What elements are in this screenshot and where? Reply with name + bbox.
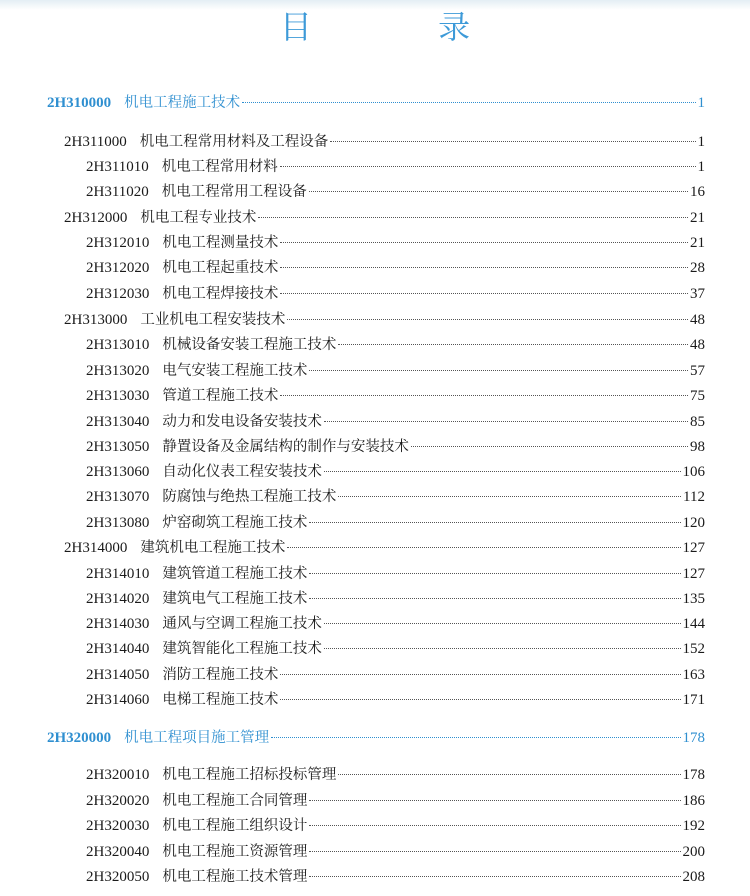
- dot-leader: [411, 444, 688, 447]
- toc-code: 2H320040: [86, 844, 150, 860]
- toc-code: 2H311000: [64, 134, 127, 150]
- toc-title: 机电工程施工资源管理: [162, 844, 308, 860]
- toc-section[interactable]: [86, 437, 705, 457]
- toc-code: 2H313080: [86, 515, 150, 531]
- dot-leader: [338, 772, 680, 775]
- dot-leader: [280, 291, 688, 294]
- toc-title: 建筑管道工程施工技术: [162, 566, 308, 582]
- dot-leader: [324, 419, 688, 422]
- toc-code: 2H320000: [47, 730, 112, 746]
- toc-page-number: 16: [690, 184, 705, 200]
- toc-title: 机电工程测量技术: [162, 235, 279, 251]
- toc-section[interactable]: [86, 614, 705, 634]
- toc-section[interactable]: [86, 233, 705, 253]
- toc-title: 建筑机电工程施工技术: [140, 540, 286, 556]
- toc-code: 2H314000: [64, 540, 128, 556]
- dot-leader: [309, 368, 688, 371]
- dot-leader: [280, 697, 680, 700]
- toc-code: 2H313020: [86, 363, 150, 379]
- toc-code: 2H312020: [86, 260, 150, 276]
- toc-section[interactable]: [86, 412, 705, 432]
- toc-code: 2H313060: [86, 464, 150, 480]
- toc-code: 2H313070: [86, 489, 150, 505]
- toc-title: 消防工程施工技术: [162, 667, 279, 683]
- toc-page-number: 171: [682, 692, 705, 708]
- toc-code: 2H310000: [47, 95, 112, 111]
- toc-page-number: 135: [682, 591, 705, 607]
- toc-page-number: 106: [682, 464, 705, 480]
- dot-leader: [309, 874, 680, 877]
- toc-page-number: 75: [690, 388, 705, 404]
- toc-title: 机电工程常用工程设备: [161, 184, 307, 200]
- dot-leader: [338, 494, 681, 497]
- toc-code: 2H314030: [86, 616, 150, 632]
- toc-section[interactable]: [86, 182, 705, 202]
- toc-code: 2H320030: [86, 818, 150, 834]
- toc-page-number: 144: [682, 616, 705, 632]
- toc-title: 机电工程起重技术: [162, 260, 279, 276]
- page-title: 目 录: [279, 8, 529, 46]
- toc-code: 2H314040: [86, 641, 150, 657]
- toc-page-number: 112: [683, 489, 705, 505]
- dot-leader: [287, 317, 688, 320]
- toc-title: 机电工程施工组织设计: [162, 818, 308, 834]
- toc-section[interactable]: [86, 842, 705, 862]
- dot-leader: [309, 571, 680, 574]
- toc-code: 2H311010: [86, 159, 149, 175]
- toc-chapter[interactable]: [64, 310, 705, 330]
- toc-section[interactable]: [86, 361, 705, 381]
- toc-chapter[interactable]: [64, 208, 705, 228]
- toc-page-number: 1: [697, 95, 705, 111]
- toc-page-number: 178: [682, 767, 705, 783]
- toc-code: 2H320050: [86, 869, 150, 885]
- toc-page-number: 186: [682, 793, 705, 809]
- toc-page-number: 85: [690, 414, 705, 430]
- dot-leader: [330, 139, 695, 142]
- toc-section[interactable]: [86, 564, 705, 584]
- toc-page-number: 1: [697, 159, 705, 175]
- toc-section[interactable]: [86, 258, 705, 278]
- toc-page-number: 28: [690, 260, 705, 276]
- toc-title: 动力和发电设备安装技术: [162, 414, 322, 430]
- toc-title: 建筑智能化工程施工技术: [162, 641, 322, 657]
- toc-code: 2H312010: [86, 235, 150, 251]
- dot-leader: [280, 240, 688, 243]
- dot-leader: [309, 596, 680, 599]
- dot-leader: [242, 100, 695, 103]
- toc-page-number: 127: [682, 566, 705, 582]
- dot-leader: [324, 621, 681, 624]
- toc-section[interactable]: [86, 513, 705, 533]
- toc-section[interactable]: [86, 791, 705, 811]
- toc-title: 机电工程施工技术: [124, 95, 241, 111]
- toc-code: 2H320020: [86, 793, 150, 809]
- toc-code: 2H313010: [86, 337, 150, 353]
- toc-page-number: 57: [690, 363, 705, 379]
- toc-title: 机电工程项目施工管理: [124, 730, 270, 746]
- toc-code: 2H313030: [86, 388, 150, 404]
- toc-page-number: 192: [682, 818, 705, 834]
- toc-title: 炉窑砌筑工程施工技术: [162, 515, 308, 531]
- toc-section[interactable]: [86, 487, 705, 507]
- toc-title: 电梯工程施工技术: [162, 692, 279, 708]
- toc-page-number: 120: [682, 515, 705, 531]
- toc-page-number: 98: [690, 439, 705, 455]
- dot-leader: [271, 735, 680, 738]
- dot-leader: [309, 189, 688, 192]
- toc-code: 2H314050: [86, 667, 150, 683]
- dot-leader: [309, 520, 680, 523]
- toc-section[interactable]: [86, 765, 705, 785]
- toc-section[interactable]: [86, 157, 705, 177]
- dot-leader: [309, 798, 680, 801]
- toc-page-number: 208: [682, 869, 705, 885]
- toc-chapter[interactable]: [64, 538, 705, 558]
- toc-section[interactable]: [86, 690, 705, 710]
- toc-title: 机电工程施工技术管理: [162, 869, 308, 885]
- dot-leader: [324, 469, 681, 472]
- dot-leader: [309, 823, 680, 826]
- dot-leader: [258, 215, 688, 218]
- dot-leader: [287, 545, 680, 548]
- toc-code: 2H320010: [86, 767, 150, 783]
- toc-title: 管道工程施工技术: [162, 388, 279, 404]
- toc-code: 2H313000: [64, 312, 128, 328]
- toc-part[interactable]: [47, 728, 705, 748]
- toc-title: 机电工程专业技术: [140, 210, 257, 226]
- dot-leader: [338, 342, 688, 345]
- toc-page-number: 1: [697, 134, 705, 150]
- toc-code: 2H313040: [86, 414, 150, 430]
- toc-page-number: 21: [690, 235, 705, 251]
- toc-code: 2H312000: [64, 210, 128, 226]
- dot-leader: [280, 672, 680, 675]
- toc-section[interactable]: [86, 335, 705, 355]
- toc-section[interactable]: [86, 462, 705, 482]
- toc-title: 机电工程施工合同管理: [162, 793, 308, 809]
- toc-title: 通风与空调工程施工技术: [162, 616, 322, 632]
- toc-code: 2H312030: [86, 286, 150, 302]
- toc-title: 工业机电工程安装技术: [140, 312, 286, 328]
- dot-leader: [280, 265, 688, 268]
- toc-page-number: 163: [682, 667, 705, 683]
- toc-section[interactable]: [86, 284, 705, 304]
- toc-page-number: 21: [690, 210, 705, 226]
- toc-title: 防腐蚀与绝热工程施工技术: [162, 489, 337, 505]
- toc-page-number: 48: [690, 337, 705, 353]
- toc-code: 2H314010: [86, 566, 150, 582]
- dot-leader: [324, 646, 681, 649]
- toc-section[interactable]: [86, 589, 705, 609]
- toc-title: 自动化仪表工程安装技术: [162, 464, 322, 480]
- toc-section[interactable]: [86, 665, 705, 685]
- toc-page-number: 48: [690, 312, 705, 328]
- toc-chapter[interactable]: [64, 132, 705, 152]
- toc-code: 2H311020: [86, 184, 149, 200]
- toc-page-number: 152: [682, 641, 705, 657]
- toc-title: 建筑电气工程施工技术: [162, 591, 308, 607]
- toc-code: 2H314020: [86, 591, 150, 607]
- toc-title: 机械设备安装工程施工技术: [162, 337, 337, 353]
- toc-title: 机电工程焊接技术: [162, 286, 279, 302]
- toc-section[interactable]: [86, 867, 705, 887]
- dot-leader: [309, 849, 680, 852]
- dot-leader: [280, 393, 688, 396]
- toc-title: 电气安装工程施工技术: [162, 363, 308, 379]
- toc-section[interactable]: [86, 816, 705, 836]
- toc-title: 静置设备及金属结构的制作与安装技术: [162, 439, 409, 455]
- toc-page-number: 127: [682, 540, 705, 556]
- toc-title: 机电工程常用材料: [161, 159, 278, 175]
- dot-leader: [280, 164, 696, 167]
- toc-title: 机电工程常用材料及工程设备: [139, 134, 329, 150]
- toc-page-number: 178: [682, 730, 705, 746]
- toc-code: 2H313050: [86, 439, 150, 455]
- toc-title: 机电工程施工招标投标管理: [162, 767, 337, 783]
- toc-code: 2H314060: [86, 692, 150, 708]
- toc-section[interactable]: [86, 639, 705, 659]
- toc-section[interactable]: [86, 386, 705, 406]
- toc-part[interactable]: [47, 93, 705, 113]
- toc-page-number: 200: [682, 844, 705, 860]
- toc-page-number: 37: [690, 286, 705, 302]
